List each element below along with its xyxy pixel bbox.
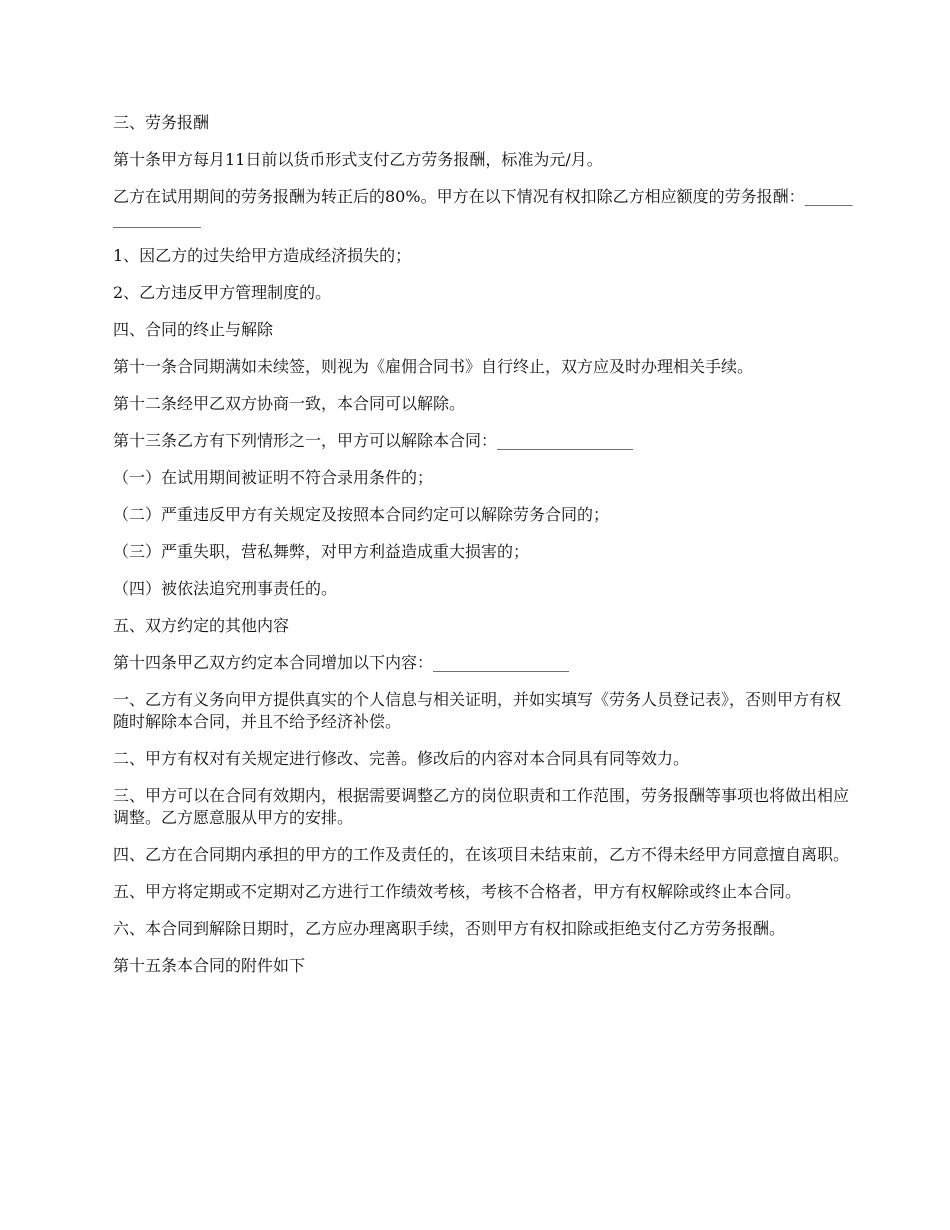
article-14: 第十四条甲乙双方约定本合同增加以下内容：_________________ bbox=[113, 653, 570, 672]
other-term-1: 一、乙方有义务向甲方提供真实的个人信息与相关证明，并如实填写《劳务人员登记表》，否则甲方有权随时解除本合同，并且不给予经济补偿。 bbox=[113, 690, 842, 731]
article-10: 第十条甲方每月11日前以货币形式支付乙方劳务报酬，标准为元/月。 bbox=[113, 150, 603, 169]
probation-remuneration-paragraph: 乙方在试用期间的劳务报酬为转正后的80%。甲方在以下情况有权扣除乙方相应额度的劳务报酬：_________________ bbox=[113, 187, 853, 228]
termination-case-4: （四）被依法追究刑事责任的。 bbox=[113, 579, 338, 598]
other-term-5: 五、甲方将定期或不定期对乙方进行工作绩效考核，考核不合格者，甲方有权解除或终止本合同。 bbox=[113, 882, 802, 901]
deduction-item-1: 1、因乙方的过失给甲方造成经济损失的； bbox=[113, 246, 412, 265]
termination-case-1: （一）在试用期间被证明不符合录用条件的； bbox=[113, 468, 434, 487]
article-13: 第十三条乙方有下列情形之一，甲方可以解除本合同：_________________ bbox=[113, 431, 634, 450]
article-12: 第十二条经甲乙双方协商一致，本合同可以解除。 bbox=[113, 394, 466, 413]
other-term-6: 六、本合同到解除日期时，乙方应办理离职手续，否则甲方有权扣除或拒绝支付乙方劳务报酬。 bbox=[113, 919, 786, 938]
section-heading-remuneration: 三、劳务报酬 bbox=[113, 113, 210, 132]
section-heading-other-terms: 五、双方约定的其他内容 bbox=[113, 616, 290, 635]
deduction-item-2: 2、乙方违反甲方管理制度的。 bbox=[113, 283, 332, 302]
section-heading-termination: 四、合同的终止与解除 bbox=[113, 320, 274, 339]
termination-case-3: （三）严重失职，营私舞弊，对甲方利益造成重大损害的； bbox=[113, 542, 530, 561]
document-page bbox=[113, 112, 853, 992]
termination-case-2: （二）严重违反甲方有关规定及按照本合同约定可以解除劳务合同的； bbox=[113, 505, 610, 524]
other-term-4: 四、乙方在合同期内承担的甲方的工作及责任的，在该项目未结束前，乙方不得未经甲方同意擅自离职。 bbox=[113, 845, 850, 864]
article-11: 第十一条合同期满如未续签，则视为《雇佣合同书》自行终止，双方应及时办理相关手续。 bbox=[113, 357, 754, 376]
article-15: 第十五条本合同的附件如下 bbox=[113, 956, 306, 975]
other-term-2: 二、甲方有权对有关规定进行修改、完善。修改后的内容对本合同具有同等效力。 bbox=[113, 749, 690, 768]
other-term-3: 三、甲方可以在合同有效期内，根据需要调整乙方的岗位职责和工作范围，劳务报酬等事项也将做出相应调整。乙方愿意服从甲方的安排。 bbox=[113, 786, 850, 827]
